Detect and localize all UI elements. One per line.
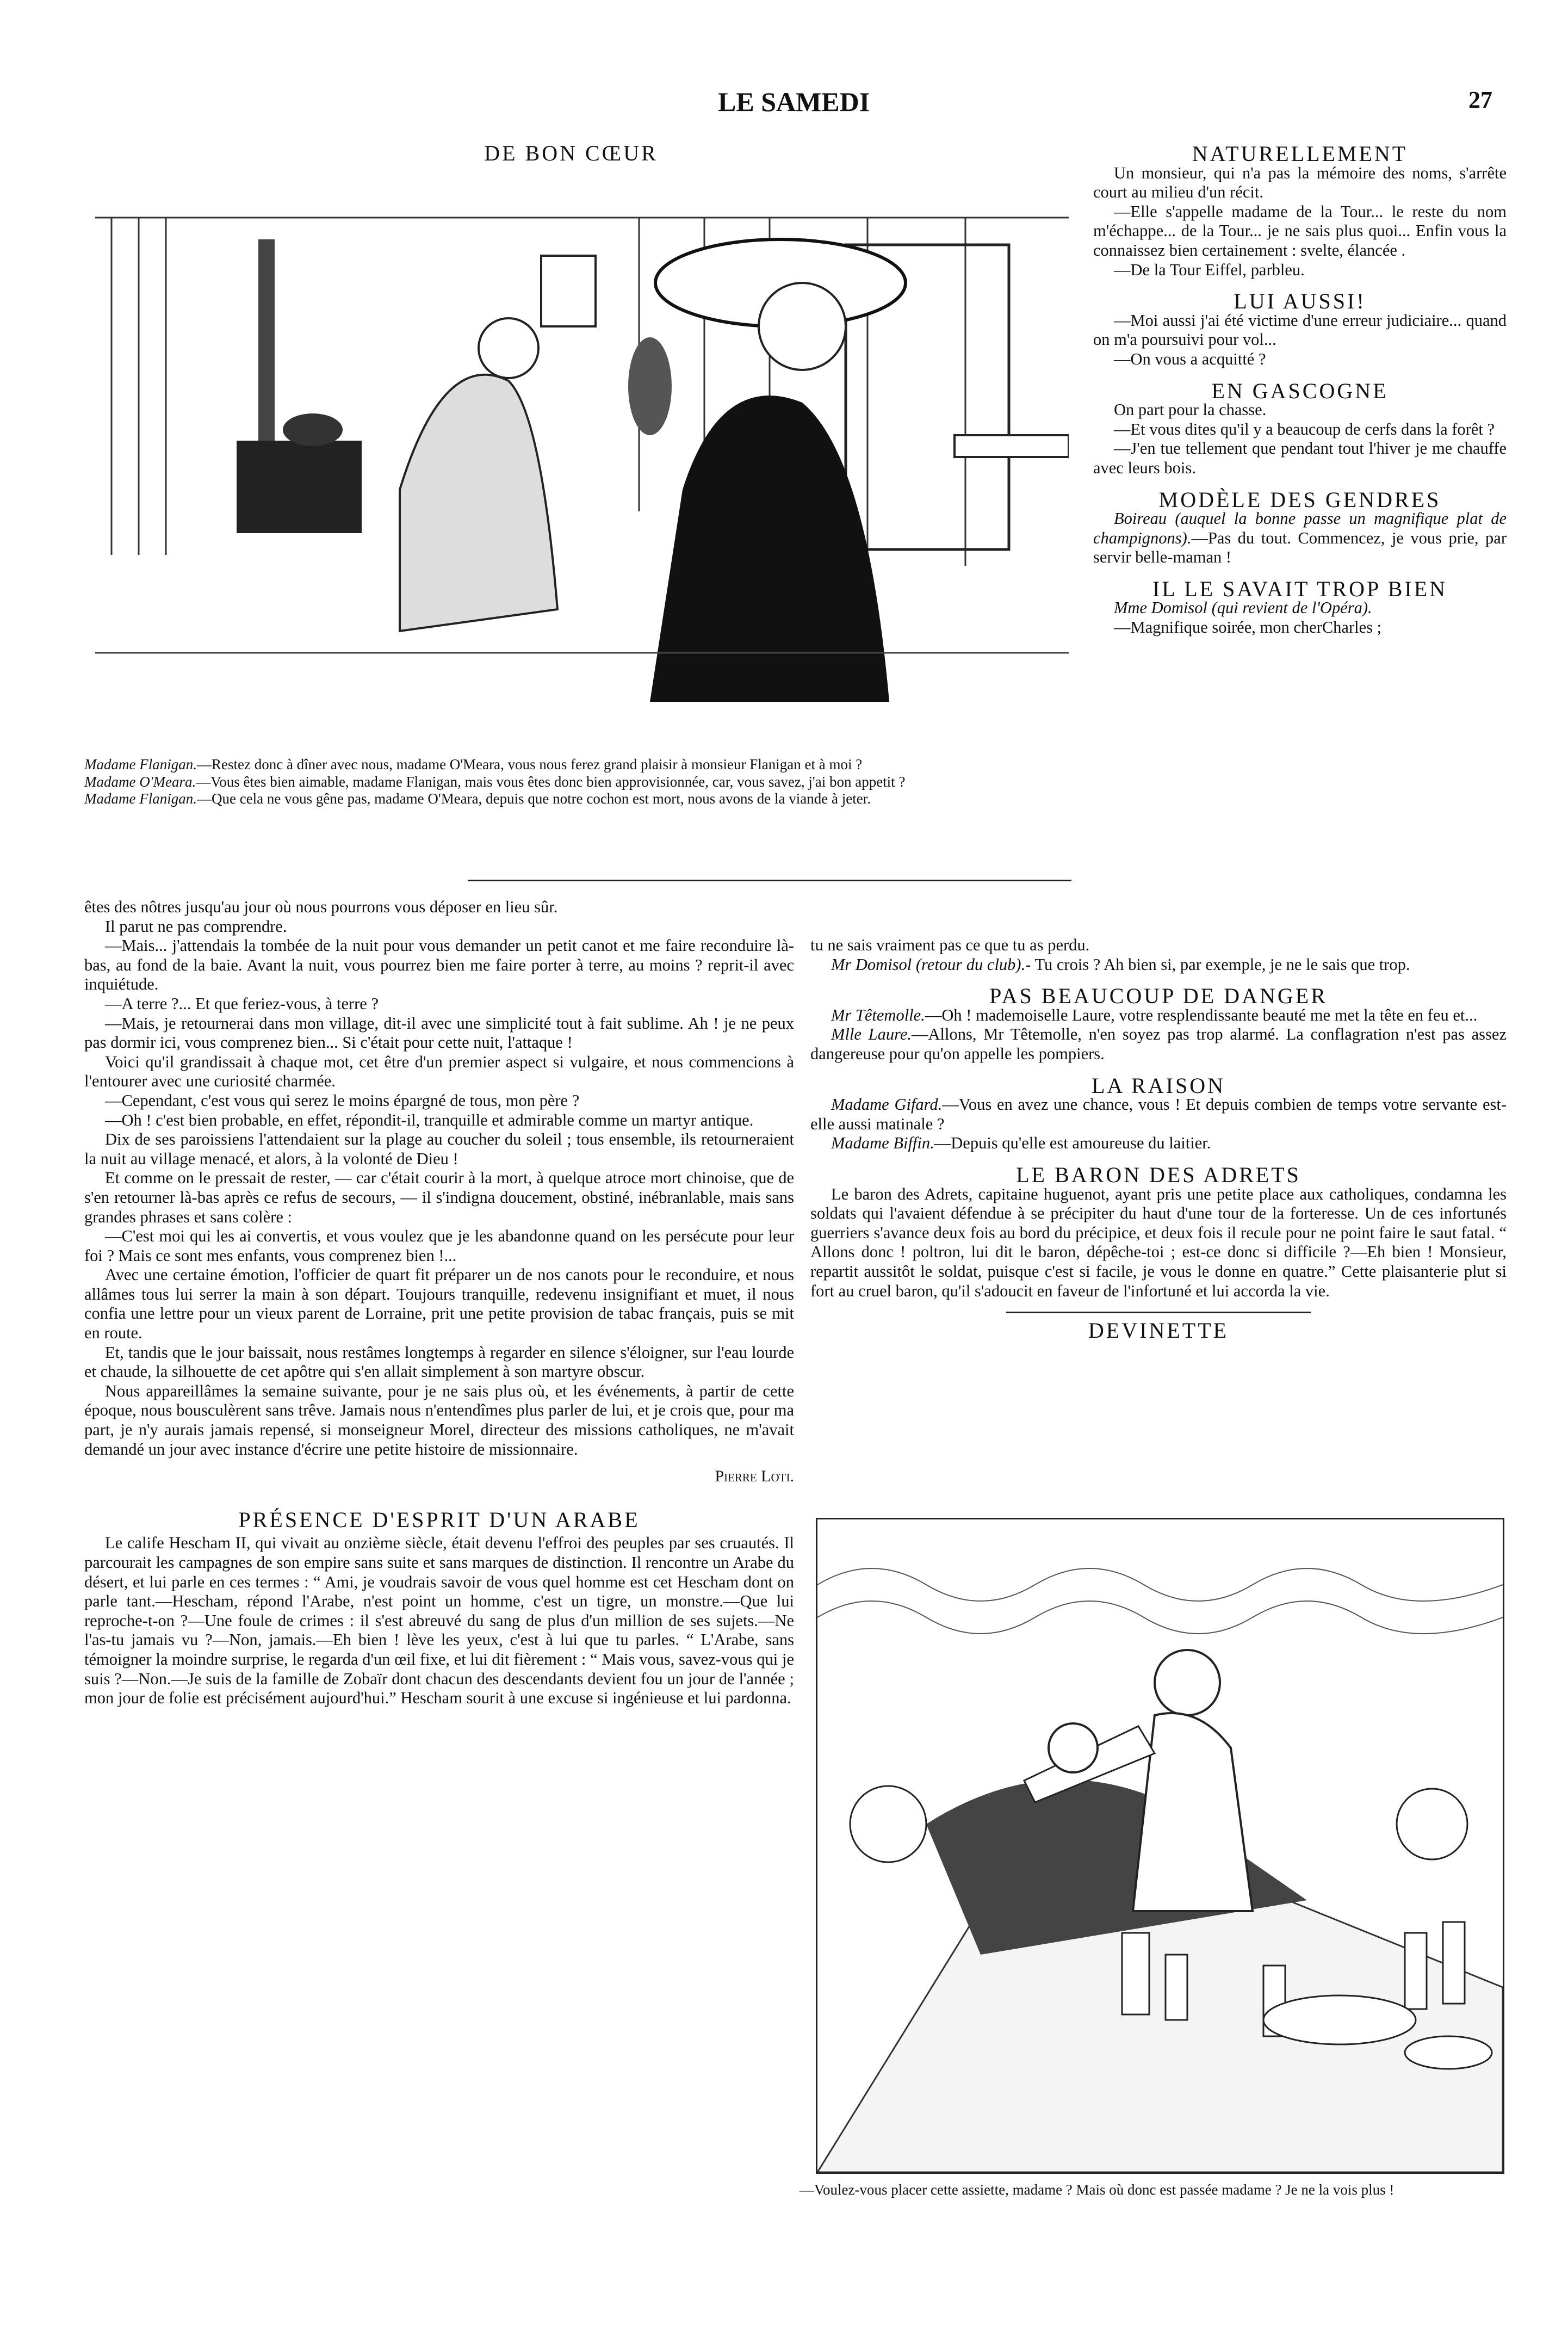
caption-speaker-1: Madame Flanigan. (84, 756, 197, 773)
story-p4: —Mais, je retournerai dans mon village, dit-il avec une simplicité tout à fait sublime. Ah ! je ne peux pas dormir ici, vous comprenez bien... Si c'était pour cette nuit, l'attaque ! (84, 1013, 794, 1052)
caption-divider (468, 880, 1071, 881)
de-bon-coeur-caption (84, 756, 1063, 808)
lui-aussi-p2: —On vous a acquitté ? (1114, 349, 1266, 368)
presence-text: Le calife Hescham II, qui vivait au onzième siècle, était devenu l'effroi des peuples par ses cruautés. Il parcourait les campagnes de son empire sans suite et sans marques de distinction. Il rencontre un Arabe du désert, et lui parle en ces termes : “ Ami, je voudrais savoir de vous quel homme est cet Hescham dont on parle tant.—Hescham, répond l'Arabe, n'est point un homme, c'est un tigre, un monstre.—Que lui reproche-t-on ?—Une foule de crimes : il s'est abreuvé du sang de plus d'un million de ses sujets.—Ne l'as-tu jamais vu ?—Non, jamais.—Eh bien ! lève les yeux, c'est à lui que tu parles. “ L'Arabe, sans témoigner la moindre surprise, le regarda d'un œil fixe, et lui dit fièrement : “ Mais vous, savez-vous qui je suis ?—Non.—Je suis de la famille de Zobaïr dont chacun des descendants devient fou un jour de l'année ; mon jour de folie est précisément aujourd'hui.” Hescham sourit à une excuse si ingénieuse et lui pardonna. (84, 1534, 794, 1708)
story-p0: êtes des nôtres jusqu'au jour où nous pourrons vous déposer en lieu sûr. (84, 898, 558, 916)
en-gascogne-title: EN GASCOGNE (1211, 378, 1389, 403)
naturellement-p3: —De la Tour Eiffel, parbleu. (1114, 260, 1305, 279)
lui-aussi-title: LUI AUSSI! (1234, 289, 1366, 314)
raison-lead1: Madame Gifard. (831, 1095, 943, 1114)
raison-text1: —Vous en avez une chance, vous ! Et depuis combien de temps votre servante est-elle aussi matinale ? (810, 1095, 1507, 1133)
en-gascogne-p3: —J'en tue tellement que pendant tout l'hiver je me chauffe avec leurs bois. (1093, 439, 1507, 477)
signature: Pierre Loti. (715, 1467, 794, 1486)
caption-line-3: —Que cela ne vous gêne pas, madame O'Meara, depuis que notre cochon est mort, nous avons de la viande à jeter. (196, 790, 871, 807)
caption-speaker-2: Madame O'Meara. (84, 773, 196, 790)
pas-text1: —Oh ! mademoiselle Laure, votre resplendissante beauté me met la tête en feu et... (925, 1005, 1478, 1024)
devinette-caption: —Voulez-vous placer cette assiette, madame ? Mais où donc est passée madame ? Je ne la vois plus ! (800, 2181, 1395, 2198)
story-p7: —Oh ! c'est bien probable, en effet, répondit-il, tranquille et admirable comme un martyr antique. (105, 1110, 754, 1129)
raison-text2: —Depuis qu'elle est amoureuse du laitier. (934, 1134, 1211, 1153)
story-column (84, 898, 794, 1708)
naturellement-title: NATURELLEMENT (1192, 141, 1408, 166)
kitchen-illustration (95, 185, 1069, 729)
story-p12: Et, tandis que le jour baissait, nous restâmes longtemps à regarder en silence s'éloigner, sur l'eau lourde et chaude, la silhouette de cet apôtre qui s'en allait simplement à son martyre obscur. (84, 1343, 794, 1381)
modele-title: MODÈLE DES GENDRES (1158, 487, 1441, 512)
caption-line-1: —Restez donc à dîner avec nous, madame O'Meara, vous nous ferez grand plaisir à monsieur Flanigan et à moi ? (196, 756, 863, 773)
savait-title: IL LE SAVAIT TROP BIEN (1152, 576, 1448, 601)
story-p5: Voici qu'il grandissait à chaque mot, cet être d'un premier aspect si vulgaire, et nous commencions à l'entourer avec une curiosité charmée. (84, 1052, 794, 1091)
story-p10: —C'est moi qui les ai convertis, et vous voulez que je les abandonne quand on les persécute pour leur foi ? Mais ce sont mes enfants, vous comprenez bien !... (84, 1227, 794, 1265)
domisol-text: - Tu crois ? Ah bien si, par exemple, je ne le sais que trop. (1025, 955, 1410, 974)
presence-title: PRÉSENCE D'ESPRIT D'UN ARABE (238, 1507, 640, 1532)
la-raison-title: LA RAISON (1091, 1073, 1226, 1098)
caption-line-2: —Vous êtes bien aimable, madame Flanigan, mais vous êtes donc bien approvisionnée, car, vous savez, j'ai bon appetit ? (196, 773, 906, 790)
domisol-lead: Mr Domisol (retour du club). (831, 955, 1026, 974)
mid-right-column (810, 936, 1507, 1343)
baron-divider (1006, 1312, 1311, 1313)
savait-lead: Mme Domisol (qui revient de l'Opéra). (1114, 598, 1372, 617)
domisol-cont: tu ne sais vraiment pas ce que tu as perdu. (810, 936, 1090, 954)
pas-text2: —Allons, Mr Têtemolle, n'en soyez pas trop alarmé. La conflagration n'est pas assez dangereuse pour qu'on appelle les pompiers. (810, 1025, 1507, 1063)
story-p2: —Mais... j'attendais la tombée de la nuit pour vous demander un petit canot et me faire reconduire là-bas, au fond de la baie. Avant la nuit, vous pourrez bien me faire porter à terre, au moins ? reprit-il avec inquiétude. (84, 936, 794, 994)
page-number: 27 (1468, 86, 1492, 113)
devinette-title: DEVINETTE (1088, 1318, 1229, 1343)
modele-p1: —Pas du tout. Commencez, je vous prie, par servir belle-maman ! (1093, 528, 1507, 567)
jokes-column (1093, 141, 1507, 638)
pas-lead2: Mlle Laure. (831, 1025, 912, 1044)
baron-title: LE BARON DES ADRETS (1016, 1162, 1301, 1187)
baron-text: Le baron des Adrets, capitaine huguenot, ayant pris une petite place aux catholiques, condamna les soldats qui l'avaient défendue à se précipiter du haut d'une tour de la forteresse. Un de ces infortunés guerriers s'avance deux fois au bord du précipice, et deux fois il recule pour ne point faire le saut fatal. “ Allons donc ! poltron, lui dit le baron, dépêche-toi ; est-ce donc si difficile ?—Eh bien ! Monsieur, repartit aussitôt le soldat, puisque c'est si facile, je vous le donne en quatre.” Cette plaisanterie plut si fort au cruel baron, qu'il s'adoucit en faveur de l'infortuné et lui accorda la vie. (810, 1184, 1507, 1300)
story-p1: Il parut ne pas comprendre. (105, 917, 287, 936)
pas-lead1: Mr Têtemolle. (831, 1005, 925, 1024)
pas-beaucoup-title: PAS BEAUCOUP DE DANGER (989, 984, 1328, 1009)
story-p13: Nous appareillâmes la semaine suivante, pour je ne sais plus où, et les événements, à partir de cette époque, nous bousculèrent sans trêve. Jamais nous n'entendîmes plus parler de lui, et je crois que, pour ma part, je n'y aurais jamais repensé, si monseigneur Morel, directeur des missions catholiques, ne m'avait demandé un jour avec instance d'écrire une petite histoire de missionnaire. (84, 1381, 794, 1459)
lui-aussi-p1: —Moi aussi j'ai été victime d'une erreur judiciaire... quand on m'a poursuivi pour vol... (1093, 311, 1507, 349)
modele-lead: Boireau (auquel la bonne passe un magnifique plat de champignons). (1093, 509, 1507, 547)
en-gascogne-p1: On part pour la chasse. (1114, 400, 1267, 419)
story-p3: —A terre ?... Et que feriez-vous, à terre ? (105, 994, 379, 1013)
savait-p1: —Magnifique soirée, mon cherCharles ; (1114, 618, 1382, 637)
en-gascogne-p2: —Et vous dites qu'il y a beaucoup de cerfs dans la forêt ? (1114, 419, 1495, 438)
naturellement-p1: Un monsieur, qui n'a pas la mémoire des noms, s'arrête court au milieu d'un récit. (1093, 163, 1507, 202)
story-p11: Avec une certaine émotion, l'officier de quart fit préparer un de nos canots pour le reconduire, et nous allâmes tous lui serrer la main à son départ. Toujours tranquille, redevenu insignifiant et muet, il nous confia une lettre pour un vieux parent de Lorraine, prit une petite provision de tabac français, puis se mit en route. (84, 1265, 794, 1343)
caption-speaker-3: Madame Flanigan. (84, 790, 197, 807)
de-bon-coeur-title: DE BON CŒUR (484, 141, 658, 165)
masthead-title: LE SAMEDI (718, 86, 870, 117)
naturellement-p2: —Elle s'appelle madame de la Tour... le reste du nom m'échappe... de la Tour... je ne sais plus quoi... Enfin vous la connaissez bien certainement : svelte, élancée . (1093, 202, 1507, 259)
story-p6: —Cependant, c'est vous qui serez le moins épargné de tous, mon père ? (105, 1091, 580, 1110)
story-p8: Dix de ses paroissiens l'attendaient sur la plage au coucher du soleil ; tous ensemble, ils retourneraient la nuit au village menacé, et alors, à la volonté de Dieu ! (84, 1130, 794, 1168)
raison-lead2: Madame Biffin. (831, 1134, 934, 1153)
story-p9: Et comme on le pressait de rester, — car c'était courir à la mort, à quelque atroce mort chinoise, que de s'en retourner là-bas après ce refus de secours, — il s'indigna doucement, obstiné, inébranlable, mais sans grandes phrases et sans colère : (84, 1169, 794, 1226)
devinette-illustration (816, 1518, 1504, 2174)
